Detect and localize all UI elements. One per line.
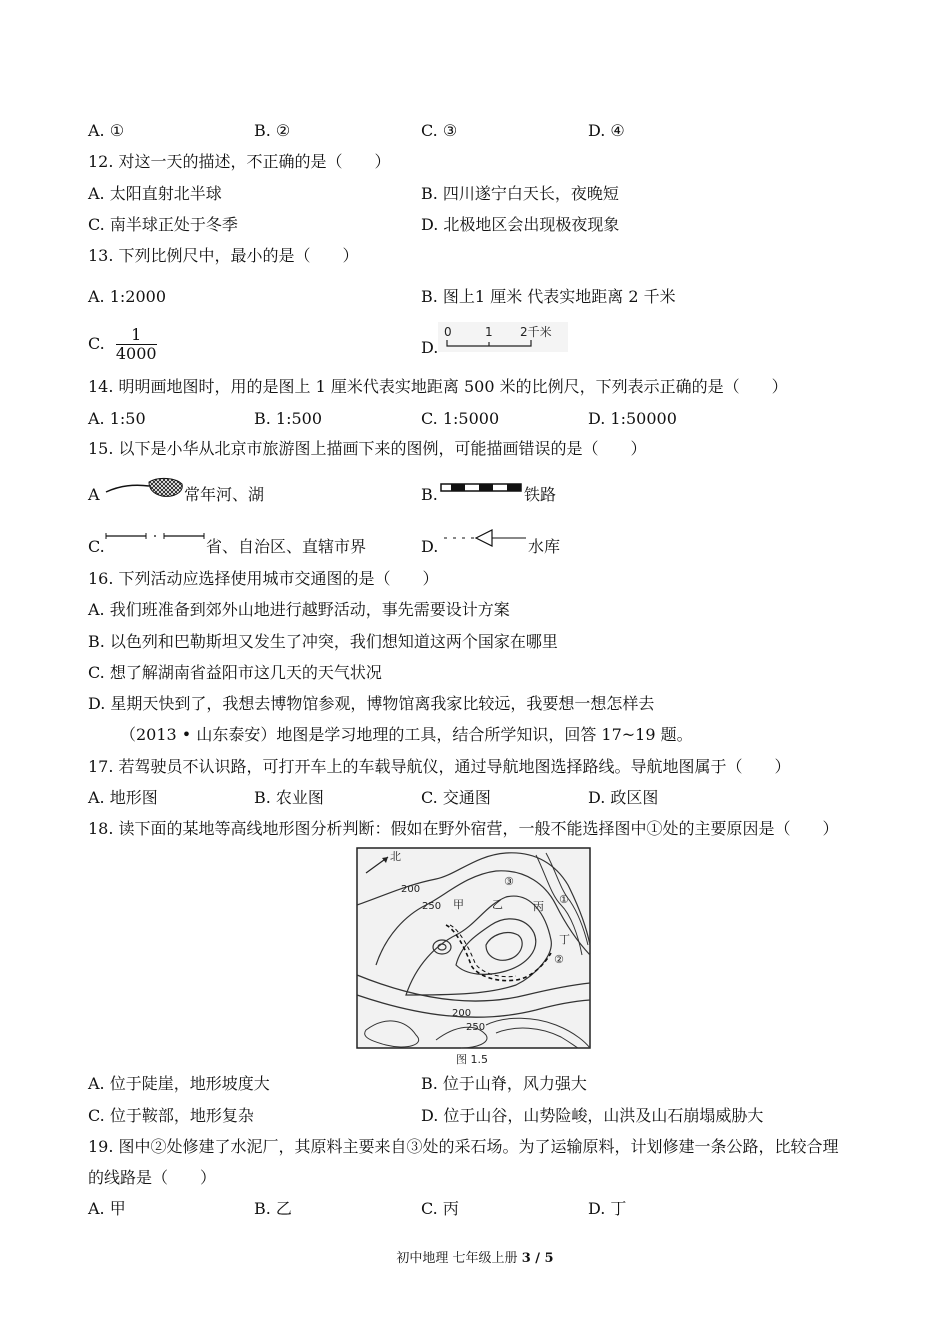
q15-option-c-text: 省、自治区、直辖市界 [206, 537, 367, 556]
question-group-intro: （2013 • 山东泰安）地图是学习地理的工具，结合所学知识，回答 17~19 题。 [120, 725, 693, 744]
q17-option-d: D. 政区图 [588, 788, 659, 807]
q11-option-a: A. ① [88, 121, 125, 140]
q14-option-d: D. 1:50000 [588, 409, 677, 428]
q14-option-a: A. 1:50 [88, 409, 146, 428]
scale-tick-0: 0 [444, 325, 452, 339]
q12-option-b: B. 四川遂宁白天长，夜晚短 [421, 184, 619, 203]
q13-option-b: B. 图上1 厘米 代表实地距离 2 千米 [421, 287, 676, 306]
q17-stem: 17. 若驾驶员不认识路，可打开车上的车载导航仪，通过导航地图选择路线。导航地图属于（ ） [88, 757, 791, 776]
q18-option-b: B. 位于山脊，风力强大 [421, 1074, 587, 1093]
q15-option-d-text: 水库 [528, 537, 561, 556]
q18-option-d: D. 位于山谷，山势险峻，山洪及山石崩塌威胁大 [421, 1106, 764, 1125]
contour-map-figure [346, 845, 594, 1070]
q13-option-a: A. 1:2000 [88, 287, 167, 306]
q15-option-a-label: A [88, 485, 100, 504]
q18-option-c: C. 位于鞍部，地形复杂 [88, 1106, 254, 1125]
contour-200-label-bottom: 200 [452, 1008, 472, 1019]
q19-option-b: B. 乙 [254, 1199, 292, 1218]
reservoir-legend-icon [440, 526, 528, 550]
q19-option-d: D. 丁 [588, 1199, 627, 1218]
figure-caption: 图 1.5 [456, 1053, 488, 1066]
q14-option-c: C. 1:5000 [421, 409, 500, 428]
q16-option-a: A. 我们班准备到郊外山地进行越野活动，事先需要设计方案 [88, 600, 510, 619]
footer-text: 初中地理 七年级上册 [396, 1251, 522, 1266]
q11-option-b: B. ② [254, 121, 291, 140]
q17-option-c: C. 交通图 [421, 788, 491, 807]
contour-250-label-top: 250 [422, 901, 442, 912]
boundary-legend-icon [104, 530, 206, 544]
scale-bar-icon [438, 322, 568, 352]
page-footer [0, 1250, 950, 1268]
railway-legend-icon [440, 480, 524, 496]
label-jia: 甲 [453, 898, 464, 911]
contour-250-label-bottom: 250 [466, 1022, 486, 1033]
q12-option-c: C. 南半球正处于冬季 [88, 215, 238, 234]
q16-option-b: B. 以色列和巴勒斯坦又发生了冲突，我们想知道这两个国家在哪里 [88, 632, 558, 651]
q12-option-d: D. 北极地区会出现极夜现象 [421, 215, 620, 234]
scale-tick-1: 1 [485, 325, 493, 339]
scale-tick-2: 2千米 [520, 325, 552, 339]
north-label: 北 [390, 850, 401, 863]
q13-option-c [88, 326, 157, 363]
q19-stem-line1: 19. 图中②处修建了水泥厂，其原料主要来自③处的采石场。为了运输原料，计划修建一条公路，比较合理 [88, 1137, 839, 1156]
q16-stem: 16. 下列活动应选择使用城市交通图的是（ ） [88, 569, 439, 588]
marker-3: ③ [504, 875, 514, 888]
marker-1: ① [559, 893, 569, 906]
marker-2: ② [554, 953, 564, 966]
q13-option-c-label: C. [88, 334, 105, 353]
river-lake-legend-icon [104, 472, 184, 502]
q13-option-d-label: D. [421, 338, 439, 357]
label-yi: 乙 [492, 898, 503, 911]
q16-option-d: D. 星期天快到了，我想去博物馆参观，博物馆离我家比较远，我要想一想怎样去 [88, 694, 655, 713]
fraction [116, 326, 157, 363]
q17-option-a: A. 地形图 [88, 788, 158, 807]
q15-option-a-text: 常年河、湖 [184, 485, 265, 504]
label-bing: 丙 [533, 900, 544, 913]
q11-option-d: D. ④ [588, 121, 625, 140]
q17-option-b: B. 农业图 [254, 788, 324, 807]
q19-option-c: C. 丙 [421, 1199, 459, 1218]
fraction-denominator: 4000 [115, 344, 157, 363]
q18-option-a: A. 位于陡崖，地形坡度大 [88, 1074, 270, 1093]
q14-stem: 14. 明明画地图时，用的是图上 1 厘米代表实地距离 500 米的比例尺，下列表示正确的是（ ） [88, 377, 788, 396]
q14-option-b: B. 1:500 [254, 409, 323, 428]
q13-stem: 13. 下列比例尺中，最小的是（ ） [88, 246, 359, 265]
q15-option-d-label: D. [421, 537, 439, 556]
label-ding: 丁 [559, 933, 570, 946]
q15-option-c-label: C. [88, 537, 105, 556]
fraction-numerator: 1 [116, 326, 157, 345]
q19-stem-line2: 的线路是（ ） [88, 1168, 217, 1187]
q15-stem: 15. 以下是小华从北京市旅游图上描画下来的图例，可能描画错误的是（ ） [88, 439, 647, 458]
page-number: 3 / 5 [521, 1251, 554, 1266]
q19-option-a: A. 甲 [88, 1199, 126, 1218]
contour-200-label-top: 200 [401, 884, 421, 895]
q15-option-b-label: B. [421, 485, 438, 504]
q12-option-a: A. 太阳直射北半球 [88, 184, 222, 203]
q18-stem: 18. 读下面的某地等高线地形图分析判断：假如在野外宿营，一般不能选择图中①处的主要原因是（ ） [88, 819, 839, 838]
q16-option-c: C. 想了解湖南省益阳市这几天的天气状况 [88, 663, 382, 682]
q11-option-c: C. ③ [421, 121, 458, 140]
q15-option-b-text: 铁路 [524, 485, 557, 504]
q12-stem: 12. 对这一天的描述，不正确的是（ ） [88, 152, 391, 171]
